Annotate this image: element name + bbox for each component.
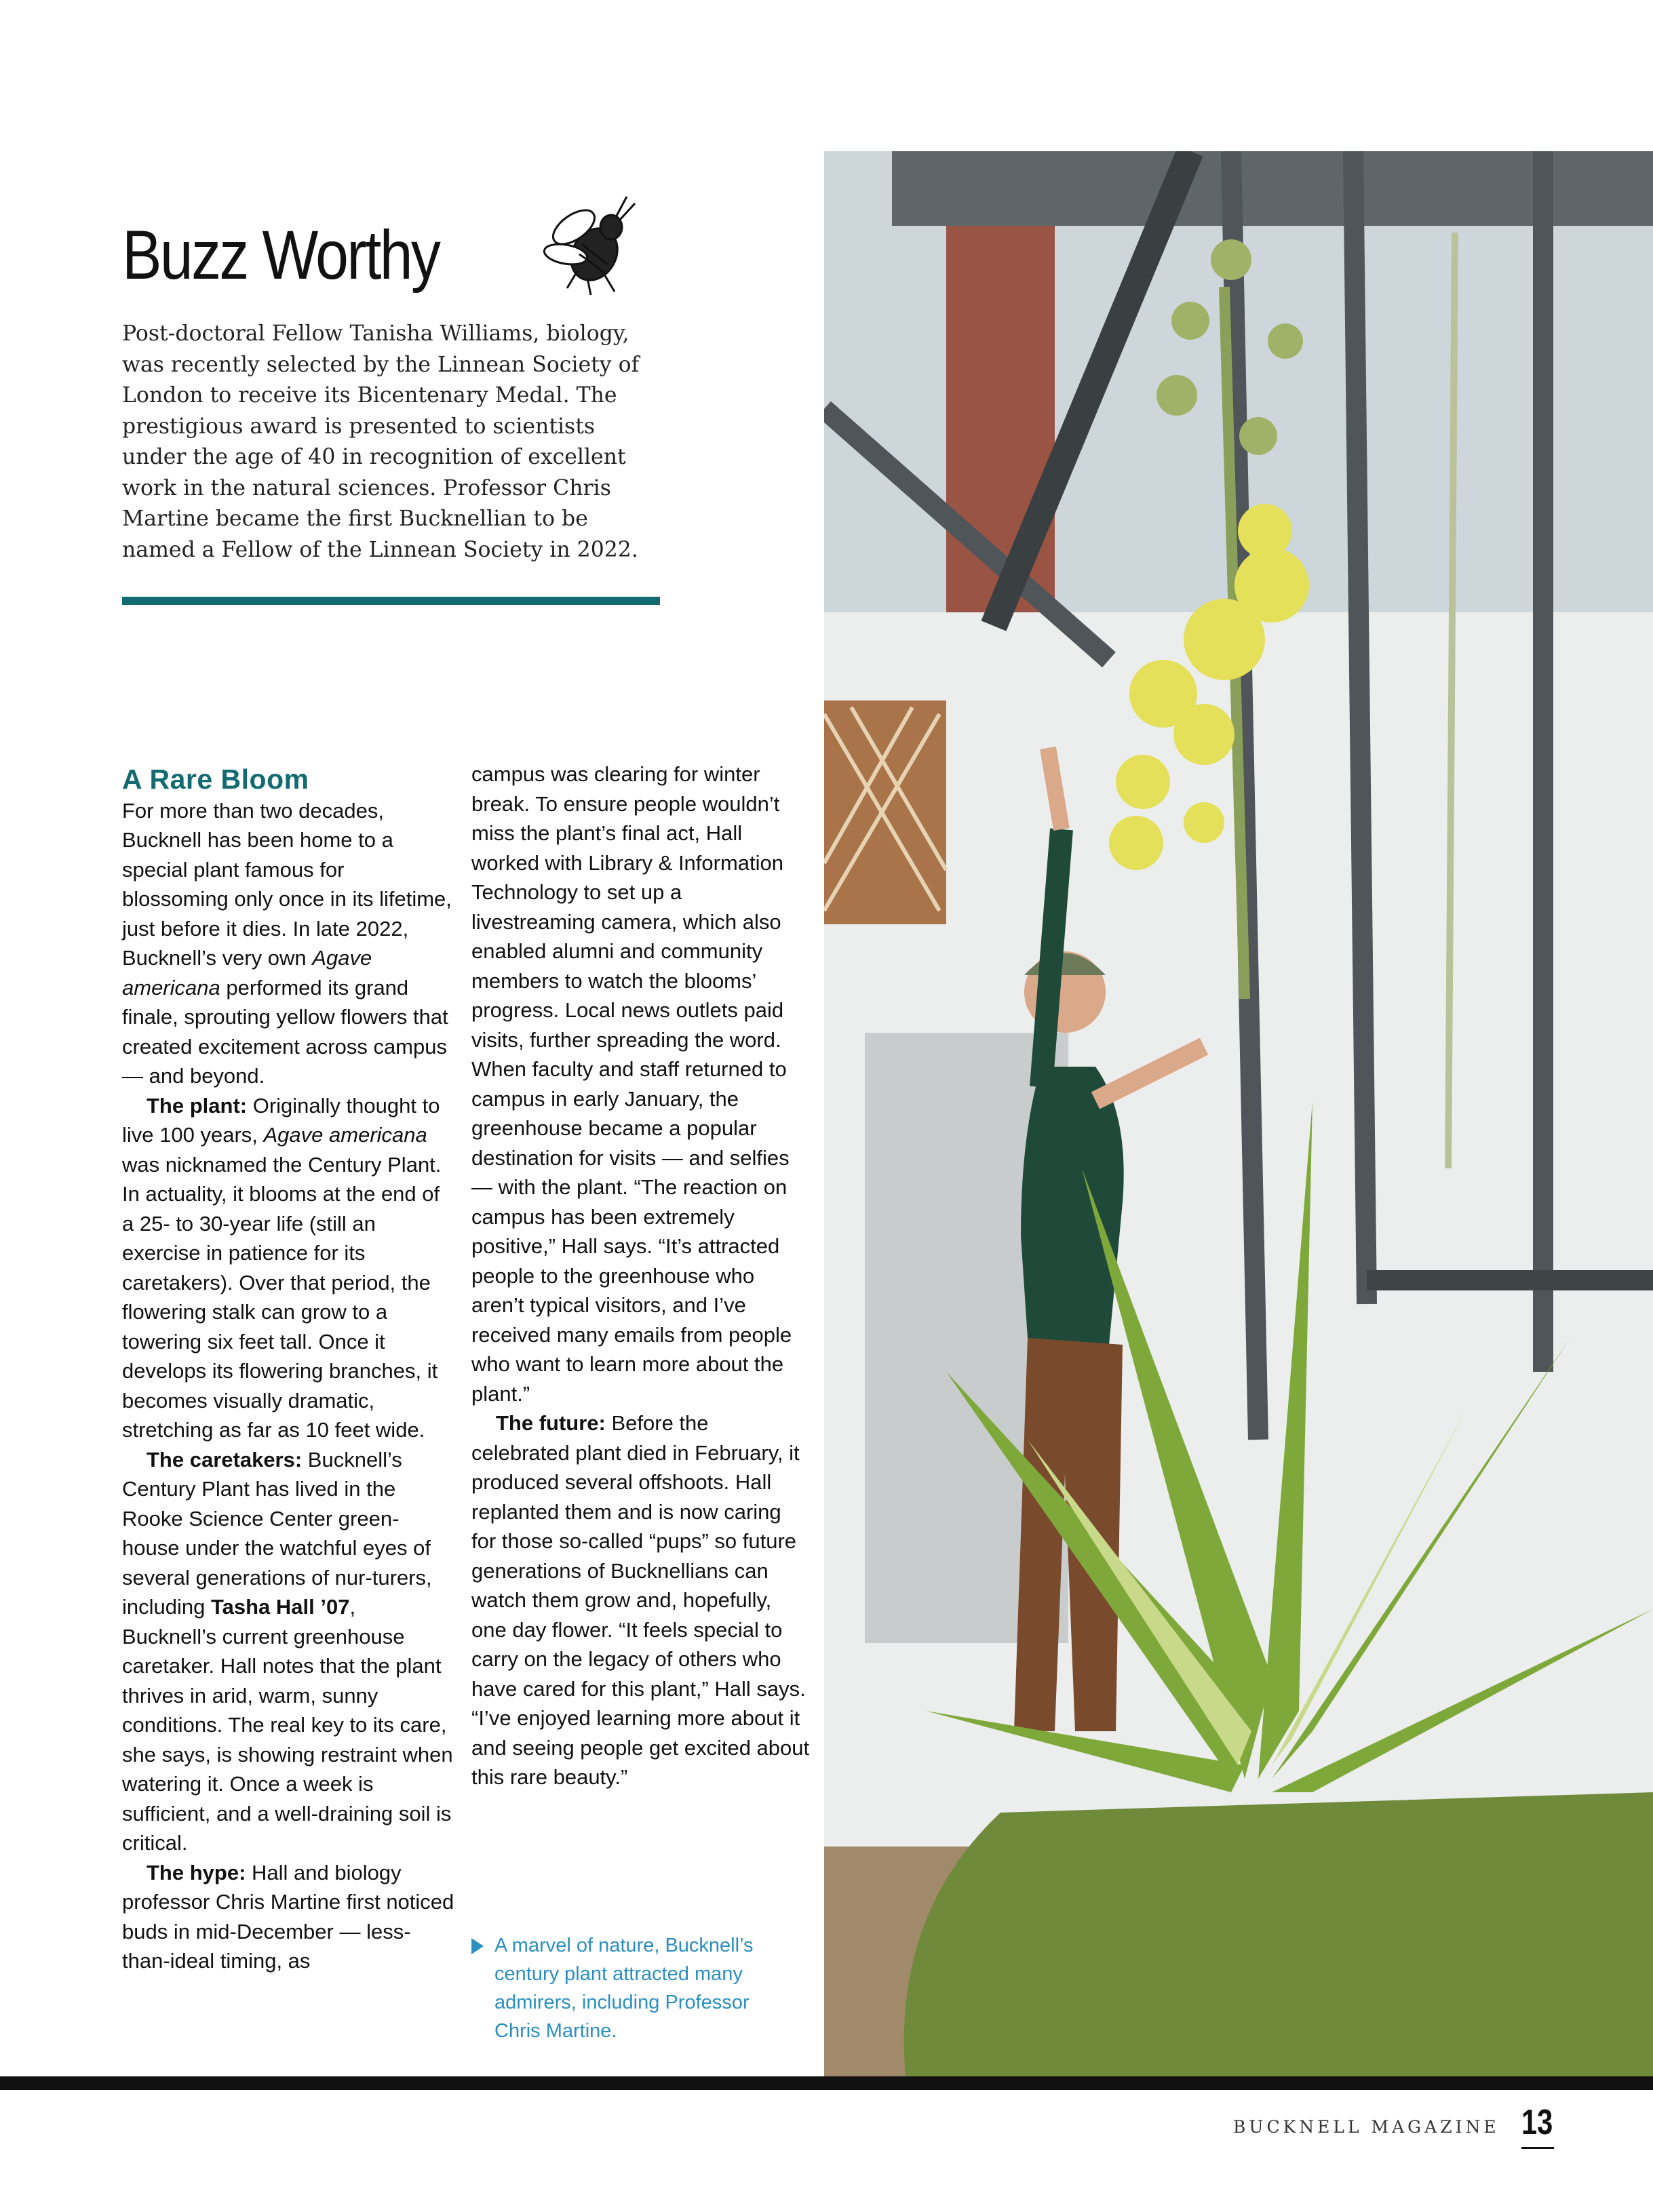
greenhouse-photo <box>824 151 1653 2077</box>
intro-paragraph: Post-doctoral Fellow Tanisha Williams, biology, was recently selected by the Linnean Society of London to receive its Bicentenary Medal. The prestigious award is presented to scientists under the age of 40 in recognition of excellent work in the natural sciences. Professor Chris Martine became the first Bucknellian to be named a Fellow of the Linnean Society in 2022. <box>122 321 640 562</box>
article-paragraph: The hype: Hall and biology professor Chris Martine first noticed buds in mid-December — less-than-ideal timing, as <box>122 1860 454 1973</box>
photo-caption: A marvel of nature, Bucknell’s century plant attracted many admirers, including Professor Chris Martine. <box>471 1931 797 2045</box>
page-title: Buzz Worthy <box>122 216 440 294</box>
article-heading: A Rare Bloom <box>122 764 309 795</box>
triangle-right-icon <box>471 1938 484 1954</box>
section-divider <box>122 597 660 605</box>
magazine-name: BUCKNELL MAGAZINE <box>1233 2117 1500 2137</box>
article-paragraph: The plant: Originally thought to live 100 years, Agave americana was nicknamed the Century Plant. In actuality, it blooms at the end of a 25- to 30-year life (still an exercise in patience for its caretakers). Over that period, the flowering stalk can grow to a towering six feet tall. Once it develops its flowering branches, it becomes visually dramatic, stretching as far as 10 feet wide. <box>122 1093 442 1442</box>
page-number-underline <box>1521 2147 1554 2149</box>
page-bottom-bar <box>0 2076 1653 2090</box>
article-column-left <box>122 759 454 1976</box>
article-paragraph: For more than two decades, Bucknell has been home to a special plant famous for blossoming only once in its lifetime, just before it dies. In late 2022, Bucknell’s very own Agave americana performed its grand finale, sprouting yellow flowers that created excitement across campus — and beyond. <box>122 798 452 1088</box>
article-column-right <box>471 759 811 1792</box>
bee-icon <box>540 190 642 298</box>
page-number: 13 <box>1521 2103 1553 2142</box>
article-paragraph: The future: Before the celebrated plant died in February, it produced several offshoots. Hall replanted them and is now caring for those so-called “pups” so future generations of Bucknellians can watch them grow and, hopefully, one day flower. “It feels special to carry on the legacy of others who have cared for this plant,” Hall says. “I’ve enjoyed learning more about it and seeing people get excited about this rare beauty.” <box>471 1411 810 1789</box>
article-paragraph: The caretakers: Bucknell’s Century Plant has lived in the Rooke Science Center green-house under the watchful eyes of several generations of nur-turers, including Tasha Hall ’07, Bucknell’s current greenhouse caretaker. Hall notes that the plant thrives in arid, warm, sunny conditions. The real key to its care, she says, is showing restraint when watering it. Once a week is sufficient, and a well-draining soil is critical. <box>122 1447 453 1855</box>
article-paragraph: campus was clearing for winter break. To ensure people wouldn’t miss the plant’s final act, Hall worked with Library & Information Technology to set up a livestreaming camera, which also enabled alumni and community members to watch the blooms’ progress. Local news outlets paid visits, further spreading the word. When faculty and staff returned to campus in early January, the greenhouse became a popular destination for visits — and selfies — with the plant. “The reaction on campus has been extremely positive,” Hall says. “It’s attracted people to the greenhouse who aren’t typical visitors, and I’ve received many emails from people who want to learn more about the plant.” <box>471 762 792 1406</box>
